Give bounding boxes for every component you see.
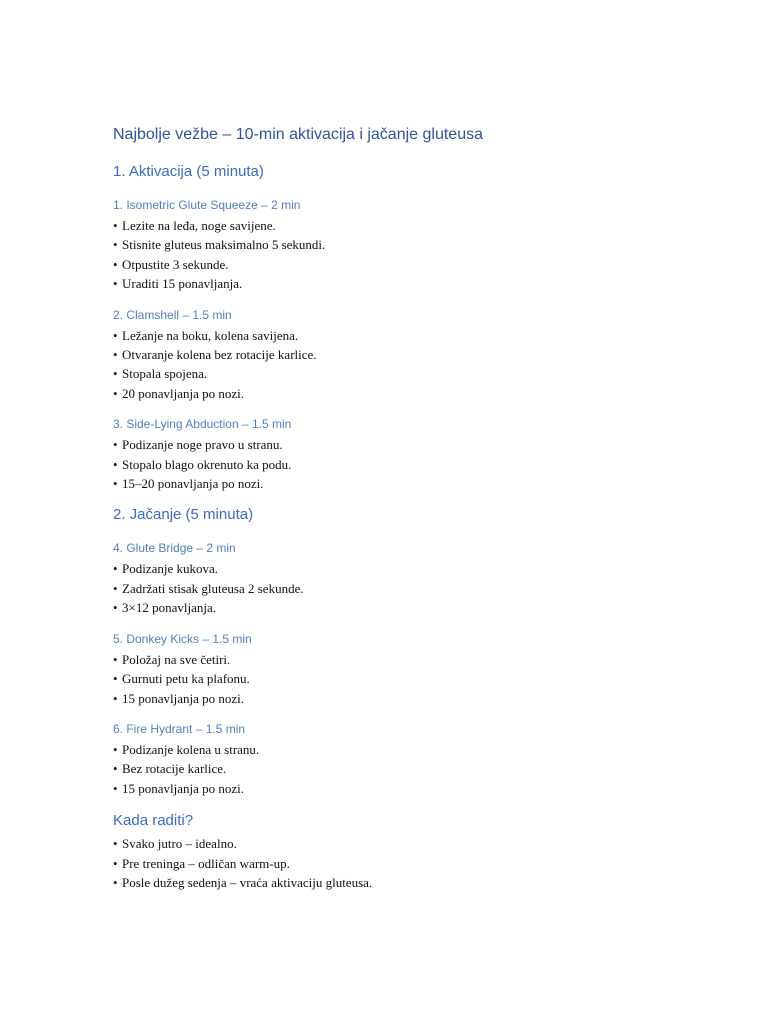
bullet-list: [113, 435, 713, 493]
list-item: [113, 435, 713, 454]
bullet-icon: •: [113, 385, 118, 401]
list-item-text: 15–20 ponavljanja po nozi.: [122, 476, 264, 492]
list-item-text: Pre treninga – odličan warm-up.: [122, 855, 290, 871]
section-heading: Kada raditi?: [113, 812, 194, 830]
list-item-text: Bez rotacije karlice.: [122, 761, 227, 777]
bullet-icon: •: [113, 761, 118, 777]
list-item: [113, 274, 713, 293]
bullet-icon: •: [113, 580, 118, 596]
list-item: [113, 384, 713, 403]
exercise-title: 3. Side-Lying Abduction – 1.5 min: [113, 417, 292, 432]
list-item: [113, 345, 713, 364]
list-item: [113, 650, 713, 669]
list-item-text: Gurnuti petu ka plafonu.: [122, 671, 250, 687]
list-item: [113, 873, 713, 892]
section-when: [113, 810, 713, 892]
bullet-icon: •: [113, 437, 118, 453]
list-item: [113, 598, 713, 617]
bullet-icon: •: [113, 671, 118, 687]
list-item-text: Podizanje noge pravo u stranu.: [122, 437, 283, 453]
bullet-icon: •: [113, 874, 118, 890]
exercise-block: [113, 720, 713, 798]
list-item-text: Posle dužeg sedenja – vraća aktivaciju gluteusa.: [122, 874, 373, 890]
bullet-icon: •: [113, 651, 118, 667]
list-item: [113, 455, 713, 474]
bullet-icon: •: [113, 276, 118, 292]
list-item: [113, 235, 713, 254]
bullet-icon: •: [113, 218, 118, 233]
document-title: Najbolje vežbe – 10-min aktivacija i jačanje gluteusa: [113, 126, 483, 143]
bullet-icon: •: [113, 836, 118, 852]
list-item: [113, 474, 713, 493]
list-item-text: Položaj na sve četiri.: [122, 651, 231, 667]
list-item: [113, 255, 713, 274]
exercise-block: [113, 539, 713, 617]
bullet-icon: •: [113, 741, 118, 757]
exercise-title: 1. Isometric Glute Squeeze – 2 min: [113, 198, 301, 212]
list-item: [113, 216, 713, 235]
exercise-title: 2. Clamshell – 1.5 min: [113, 307, 232, 322]
bullet-list: [113, 216, 713, 294]
bullet-icon: •: [113, 561, 118, 577]
list-item-text: 15 ponavljanja po nozi.: [122, 780, 245, 796]
section-strengthening: [113, 505, 713, 798]
list-item-text: 15 ponavljanja po nozi.: [122, 690, 245, 706]
list-item-text: Zadržati stisak gluteusa 2 sekunde.: [122, 580, 304, 596]
bullet-list: [113, 834, 713, 892]
list-item-text: Otvaranje kolena bez rotacije karlice.: [122, 347, 317, 363]
list-item-text: Otpustite 3 sekunde.: [122, 256, 229, 272]
list-item: [113, 689, 713, 708]
section-heading: 1. Aktivacija (5 minuta): [113, 163, 264, 180]
bullet-list: [113, 740, 713, 798]
list-item: [113, 854, 713, 873]
list-item: [113, 326, 713, 345]
list-item-text: Lezite na leđa, noge savijene.: [122, 218, 276, 233]
list-item: [113, 759, 713, 778]
exercise-block: [113, 306, 713, 404]
list-item: [113, 364, 713, 383]
bullet-icon: •: [113, 855, 118, 871]
section-activation: [113, 162, 713, 493]
list-item-text: Stopalo blago okrenuto ka podu.: [122, 456, 292, 472]
list-item: [113, 579, 713, 598]
bullet-list: [113, 559, 713, 617]
exercise-title: 5. Donkey Kicks – 1.5 min: [113, 631, 252, 646]
bullet-icon: •: [113, 600, 118, 616]
exercise-block: [113, 415, 713, 493]
list-item: [113, 779, 713, 798]
list-item-text: Uraditi 15 ponavljanja.: [122, 276, 243, 292]
document-page: [113, 124, 713, 892]
list-item: [113, 740, 713, 759]
bullet-icon: •: [113, 256, 118, 272]
list-item: [113, 669, 713, 688]
bullet-icon: •: [113, 456, 118, 472]
list-item-text: Svako jutro – idealno.: [122, 836, 237, 852]
bullet-list: [113, 326, 713, 404]
exercise-title: 6. Fire Hydrant – 1.5 min: [113, 721, 246, 736]
bullet-icon: •: [113, 366, 118, 382]
bullet-icon: •: [113, 327, 118, 343]
list-item-text: Stisnite gluteus maksimalno 5 sekundi.: [122, 237, 326, 253]
list-item-text: Stopala spojena.: [122, 366, 208, 382]
list-item-text: Podizanje kukova.: [122, 561, 219, 577]
bullet-icon: •: [113, 690, 118, 706]
exercise-block: [113, 196, 713, 294]
list-item-text: 20 ponavljanja po nozi.: [122, 385, 245, 401]
list-item-text: 3×12 ponavljanja.: [122, 600, 216, 616]
bullet-icon: •: [113, 237, 118, 253]
bullet-icon: •: [113, 476, 118, 492]
list-item-text: Podizanje kolena u stranu.: [122, 741, 260, 757]
section-heading: 2. Jačanje (5 minuta): [113, 506, 254, 524]
bullet-list: [113, 650, 713, 708]
exercise-title: 4. Glute Bridge – 2 min: [113, 541, 236, 556]
exercise-block: [113, 630, 713, 708]
list-item: [113, 559, 713, 578]
list-item-text: Ležanje na boku, kolena savijena.: [122, 327, 299, 343]
list-item: [113, 834, 713, 853]
bullet-icon: •: [113, 780, 118, 796]
bullet-icon: •: [113, 347, 118, 363]
